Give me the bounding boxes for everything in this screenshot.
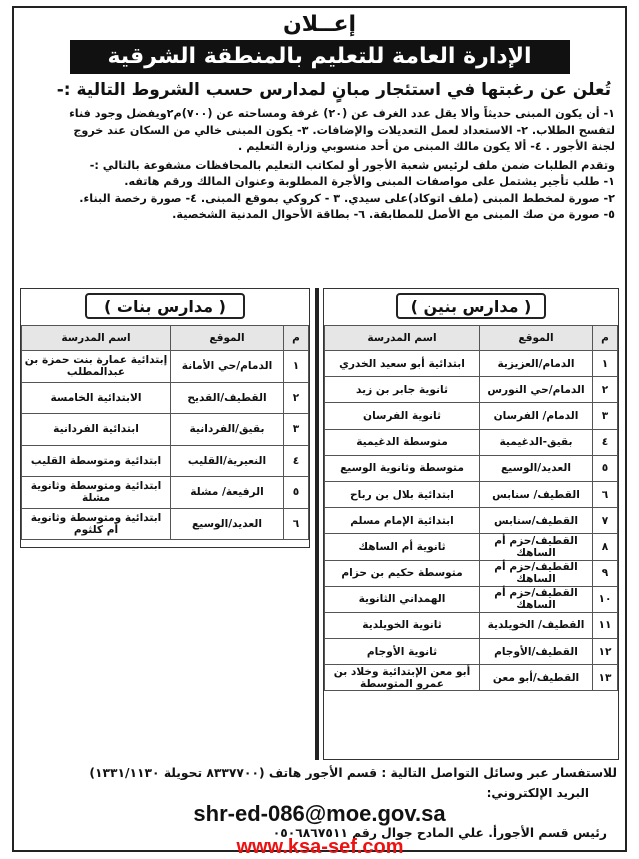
col-header-num: م xyxy=(593,326,618,351)
row-number: ٣ xyxy=(593,403,618,429)
schools-tables xyxy=(20,288,619,760)
announcement-title: إعــلان xyxy=(282,12,357,37)
row-number: ١٣ xyxy=(593,665,618,691)
table-row xyxy=(325,665,618,691)
row-location: بقيق-الدغيمية xyxy=(480,429,593,455)
row-number: ٦ xyxy=(593,481,618,507)
table-row xyxy=(325,351,618,377)
row-location: العديد/الوسيع xyxy=(171,508,284,540)
table-row xyxy=(325,560,618,586)
row-number: ١٠ xyxy=(593,586,618,612)
row-number: ٥ xyxy=(284,477,309,509)
row-location: بقيق/الفردانية xyxy=(171,414,284,446)
row-location: القطيف/سنابس xyxy=(480,508,593,534)
row-school-name: ابتدائية ومتوسطة وثانوية مشلة xyxy=(22,477,171,509)
row-school-name: الهمداني الثانوية xyxy=(325,586,480,612)
column-divider xyxy=(315,288,319,760)
row-number: ١ xyxy=(593,351,618,377)
row-school-name: ابتدائية أبو سعيد الخدري xyxy=(325,351,480,377)
girls-schools-heading: ( مدارس بنات ) xyxy=(85,293,245,319)
row-location: الدمام/العزيزية xyxy=(480,351,593,377)
table-row xyxy=(22,445,309,477)
row-location: الدمام/حي النورس xyxy=(480,377,593,403)
row-school-name: ابتدائية الفردانية xyxy=(22,414,171,446)
row-number: ٤ xyxy=(284,445,309,477)
requirements-intro: وتقدم الطلبات ضمن ملف لرئيس شعبة الأجور أو لمكاتب التعليم بالمحافظات مشفوعة بالتالي :- xyxy=(89,158,615,172)
email-label: البريد الإلكتروني: xyxy=(486,786,589,800)
girls-schools-table xyxy=(21,325,309,540)
row-number: ١٢ xyxy=(593,639,618,665)
row-number: ٤ xyxy=(593,429,618,455)
table-row xyxy=(325,612,618,638)
row-location: القطيف/حزم أم الساهك xyxy=(480,586,593,612)
department-head-contact: رئيس قسم الأجورأ. علي المادح جوال رقم ٠٥٠٦٨٦٧٥١١ xyxy=(272,826,607,840)
table-row xyxy=(325,377,618,403)
condition-line: لتفسح الطلاب. ٢- الاستعداد لعمل التعديلات والإضافات. ٣- يكون المبنى خالي من السكان عند خروج xyxy=(73,123,615,137)
department-banner: الإدارة العامة للتعليم بالمنطقة الشرقية xyxy=(70,40,570,74)
boys-schools-heading: ( مدارس بنين ) xyxy=(396,293,546,319)
row-school-name: أبو معن الإبتدائية وخلاد بن عمرو المتوسطة xyxy=(325,665,480,691)
row-school-name: ابتدائية ومتوسطة وثانوية أم كلثوم xyxy=(22,508,171,540)
girls-schools-panel xyxy=(20,288,310,548)
row-school-name: ثانوية جابر بن زيد xyxy=(325,377,480,403)
table-row xyxy=(325,403,618,429)
row-number: ١ xyxy=(284,351,309,383)
col-header-school: اسم المدرسة xyxy=(22,326,171,351)
announcement-subtitle: تُعلن عن رغبتها في استئجار مبانٍ لمدارس حسب الشروط التالية :- xyxy=(56,80,611,100)
row-number: ٩ xyxy=(593,560,618,586)
boys-schools-panel xyxy=(323,288,619,760)
col-header-school: اسم المدرسة xyxy=(325,326,480,351)
row-school-name: ابتدائية الإمام مسلم xyxy=(325,508,480,534)
row-school-name: متوسطة حكيم بن حزام xyxy=(325,560,480,586)
row-school-name: ثانوية أم الساهك xyxy=(325,534,480,560)
row-location: القطيف/حزم أم الساهك xyxy=(480,560,593,586)
table-row xyxy=(325,481,618,507)
row-location: الدمام/حي الأمانة xyxy=(171,351,284,383)
row-school-name: متوسطة وثانوية الوسيع xyxy=(325,455,480,481)
row-school-name: متوسطة الدغيمية xyxy=(325,429,480,455)
row-school-name: ثانوية الخويلدية xyxy=(325,612,480,638)
row-location: القطيف/ سنابس xyxy=(480,481,593,507)
table-row xyxy=(325,429,618,455)
table-row xyxy=(22,508,309,540)
announcement-page xyxy=(12,6,627,852)
row-number: ٣ xyxy=(284,414,309,446)
col-header-num: م xyxy=(284,326,309,351)
requirement-line: ٢- صورة لمخطط المبنى (ملف اتوكاد)على سيدي. ٣ - كروكي بموقع المبنى. ٤- صورة رخصة البناء. xyxy=(79,191,615,205)
table-row xyxy=(325,455,618,481)
col-header-location: الموقع xyxy=(171,326,284,351)
table-row xyxy=(325,508,618,534)
row-school-name: الابتدائية الخامسة xyxy=(22,382,171,414)
row-school-name: ثانوية الفرسان xyxy=(325,403,480,429)
requirement-line: ٥- صورة من صك المبنى مع الأصل للمطابقة. ٦- بطاقة الأحوال المدنية الشخصية. xyxy=(172,208,615,221)
condition-line: ١- أن يكون المبنى حديثاً وألا يقل عدد الغرف عن (٢٠) غرفة ومساحته عن (٧٠٠)م٢ويفضل وجود فناء xyxy=(69,107,615,120)
table-row xyxy=(22,414,309,446)
row-location: القطيف/القديح xyxy=(171,382,284,414)
row-number: ٢ xyxy=(593,377,618,403)
row-school-name: ابتدائية ومتوسطة القليب xyxy=(22,445,171,477)
table-header-row xyxy=(22,326,309,351)
row-location: القطيف/الأوجام xyxy=(480,639,593,665)
row-location: الدمام/ الفرسان xyxy=(480,403,593,429)
requirement-line: ١- طلب تأجير يشتمل على مواصفات المبنى والأجرة المطلوبة وعنوان المالك ورقم هاتفه. xyxy=(124,175,615,188)
boys-schools-table xyxy=(324,325,618,691)
table-header-row xyxy=(325,326,618,351)
row-school-name: ابتدائية بلال بن رباح xyxy=(325,481,480,507)
table-row xyxy=(325,639,618,665)
row-number: ١١ xyxy=(593,612,618,638)
table-row xyxy=(22,351,309,383)
row-location: القطيف/أبو معن xyxy=(480,665,593,691)
row-number: ٧ xyxy=(593,508,618,534)
row-location: العديد/الوسيع xyxy=(480,455,593,481)
table-row xyxy=(325,586,618,612)
table-row xyxy=(22,477,309,509)
row-number: ٨ xyxy=(593,534,618,560)
contact-phone-line: للاستفسار عبر وسائل التواصل التالية : قسم الأجور هاتف (٨٣٣٧٧٠٠ تحويلة ١٣٣١/١١٣٠) xyxy=(89,766,617,780)
row-number: ٢ xyxy=(284,382,309,414)
row-location: الرفيعة/ مشلة xyxy=(171,477,284,509)
row-location: القطيف/حزم أم الساهك xyxy=(480,534,593,560)
row-number: ٦ xyxy=(284,508,309,540)
condition-line: لجنة الأجور . ٤- ألا يكون مالك المبنى من أحد منسوبي وزارة التعليم . xyxy=(238,140,615,153)
row-location: القطيف/ الخويلدية xyxy=(480,612,593,638)
row-school-name: إبتدائية عمارة بنت حمزة بن عبدالمطلب xyxy=(22,351,171,383)
row-location: النعيرية/القليب xyxy=(171,445,284,477)
row-school-name: ثانوية الأوجام xyxy=(325,639,480,665)
col-header-location: الموقع xyxy=(480,326,593,351)
site-watermark: www.ksa-sef.com xyxy=(236,836,404,858)
table-row xyxy=(22,382,309,414)
table-row xyxy=(325,534,618,560)
row-number: ٥ xyxy=(593,455,618,481)
email-link[interactable]: shr-ed-086@moe.gov.sa xyxy=(193,801,446,826)
